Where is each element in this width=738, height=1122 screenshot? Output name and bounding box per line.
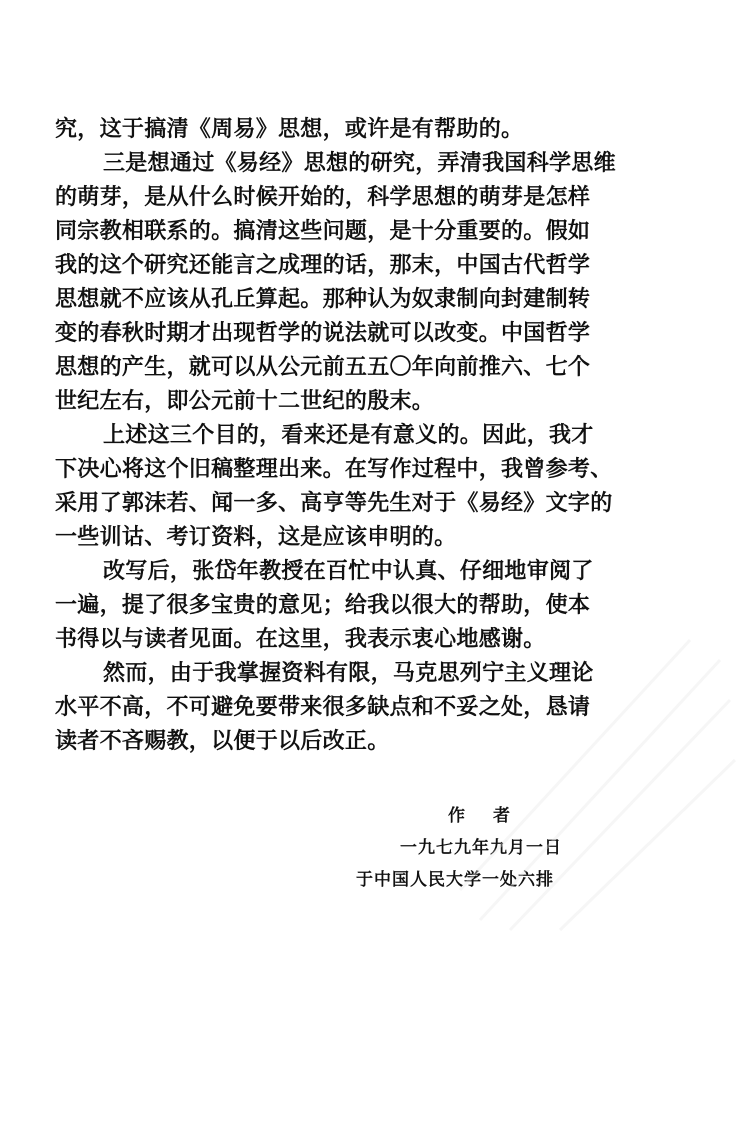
text-line: 究，这于搞清《周易》思想，或许是有帮助的。: [55, 116, 524, 142]
signature-place: 于中国人民大学一处六排: [356, 870, 554, 890]
paragraph-start-line: 改写后，张岱年教授在百忙中认真、仔细地审阅了: [103, 558, 594, 584]
signature-author: 作者: [448, 806, 538, 826]
paragraph-start-line: 然而，由于我掌握资料有限，马克思列宁主义理论: [103, 660, 594, 686]
text-line: 思想的产生，就可以从公元前五五〇年向前推六、七个: [55, 354, 591, 380]
text-line: 我的这个研究还能言之成理的话，那末，中国古代哲学: [55, 252, 591, 278]
text-line: 书得以与读者见面。在这里，我表示衷心地感谢。: [55, 626, 546, 652]
text-line: 世纪左右，即公元前十二世纪的殷末。: [55, 388, 435, 414]
text-line: 水平不高，不可避免要带来很多缺点和不妥之处，恳请: [55, 694, 591, 720]
paragraph-start-line: 三是想通过《易经》思想的研究，弄清我国科学思维: [103, 150, 616, 176]
text-line: 同宗教相联系的。搞清这些问题，是十分重要的。假如: [55, 218, 591, 244]
faint-stamp-watermark: [440, 600, 738, 940]
text-line: 一遍，提了很多宝贵的意见；给我以很大的帮助，使本: [55, 592, 591, 618]
text-line: 的萌芽，是从什么时候开始的，科学思想的萌芽是怎样: [55, 184, 591, 210]
text-line: 读者不吝赐教，以便于以后改正。: [55, 728, 390, 754]
text-line: 变的春秋时期才出现哲学的说法就可以改变。中国哲学: [55, 320, 591, 346]
text-line: 思想就不应该从孔丘算起。那种认为奴隶制向封建制转: [55, 286, 591, 312]
signature-date: 一九七九年九月一日: [400, 838, 562, 858]
paragraph-start-line: 上述这三个目的，看来还是有意义的。因此，我才: [103, 422, 594, 448]
text-line: 下决心将这个旧稿整理出来。在写作过程中，我曾参考、: [55, 456, 613, 482]
text-line: 采用了郭沫若、闻一多、高亨等先生对于《易经》文字的: [55, 490, 613, 516]
text-line: 一些训诂、考订资料，这是应该申明的。: [55, 524, 457, 550]
